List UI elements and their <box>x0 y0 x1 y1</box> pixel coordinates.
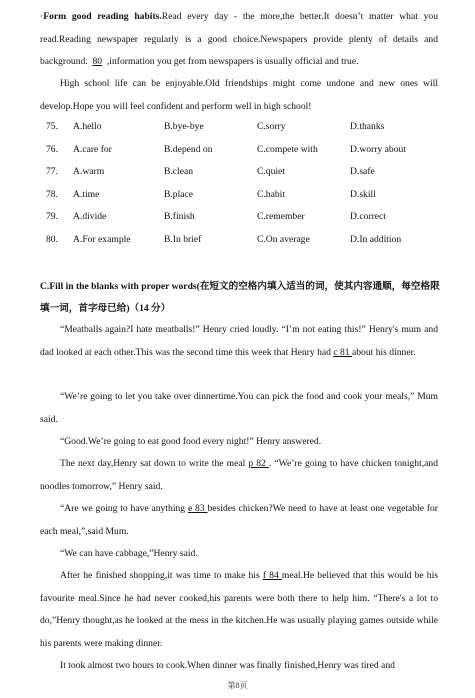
blank-83: e 83 <box>187 503 208 514</box>
blank-82: p 82 <box>248 458 269 469</box>
option-c: C.quiet <box>257 166 285 177</box>
story-paragraph-1: “Meatballs again?I hate meatballs!” Henry cried loudly. “I’m not eating this!” Henry's mum and dad looked at each other.This was the second time this week that Henry had c 81 about his dinner. <box>40 324 438 358</box>
blank-84: f 84 <box>262 570 282 581</box>
blank-80: 80 <box>92 56 103 67</box>
option-b: B.place <box>164 188 194 200</box>
text: Read every day - the more,the better.It doesn’t matter what you read.Reading newspaper regularly is a good choice.Newspapers provide plenty of details and background. <box>40 11 439 67</box>
option-d: D.correct <box>350 211 386 222</box>
option-row: 78. A.time B.place C.habit D.skill <box>40 184 440 207</box>
option-c: C.sorry <box>257 121 286 132</box>
option-d: D.thanks <box>350 121 385 132</box>
option-b: B.finish <box>164 211 195 222</box>
option-row: 79. A.divide B.finish C.remember D.correct <box>40 206 440 229</box>
option-c: C.habit <box>257 188 285 200</box>
option-row: 75. A.hello B.bye-bye C.sorry D.thanks <box>40 116 440 139</box>
text: ,information you get from newspapers is usually official and true. <box>106 56 359 67</box>
option-row: 76. A.care for B.depend on C.compete with D.worry about <box>40 139 440 162</box>
option-row: 80. A.For example B.In brief C.On average D.In addition <box>40 229 440 252</box>
page-number: 第8页 <box>227 681 248 690</box>
option-b: B.clean <box>164 166 194 177</box>
option-a: A.hello <box>73 121 102 132</box>
story-paragraph-5: “Are we going to have anything e 83 besides chicken?We need to have at least one vegetable for each meal,”,said Mum. <box>40 503 439 537</box>
option-row: 77. A.warm B.clean C.quiet D.safe <box>40 161 440 184</box>
option-c: C.compete with <box>257 143 318 155</box>
option-b: B.In brief <box>164 233 202 245</box>
option-d: D.skill <box>350 188 376 200</box>
story-paragraph-8: It took almost two hours to cook.When dinner was finally finished,Henry was tired and <box>60 660 395 671</box>
story-paragraph-4: The next day,Henry sat down to write the meal p 82 . “We’re going to have chicken tonight,and noodles tomorrow,” Henry said. <box>40 458 439 492</box>
story-paragraph-6: “We can have cabbage,”Henry said. <box>60 548 198 559</box>
option-b: B.depend on <box>164 143 213 155</box>
option-a: A.warm <box>73 166 105 177</box>
option-a: A.divide <box>73 211 107 222</box>
option-b: B.bye-bye <box>164 121 204 132</box>
option-c: C.remember <box>257 211 305 222</box>
option-d: D.In addition <box>350 233 402 245</box>
option-c: C.On average <box>257 233 310 245</box>
story-paragraph-2: “We’re going to let you take over dinnertime.You can pick the food and cook your meals,” Mum said. <box>40 391 438 425</box>
option-a: A.For example <box>73 233 131 245</box>
story-paragraph-7: After he finished shopping,it was time to make his f 84 meal.He believed that this would be his favourite meal.Since he had never cooked,his parents were both there to help him. “There's a lot to do,”Henry thought,as he looked at the mess in the kitchen.He was usually playing games outside while his parents were making dinner. <box>40 570 438 649</box>
option-d: D.safe <box>350 166 375 177</box>
blank-81: c 81 <box>333 346 352 358</box>
bold-lead: Form good reading habits. <box>43 11 162 22</box>
option-a: A.time <box>73 188 100 200</box>
passage-b-paragraph-1: ·Form good reading habits.Read every day - the more,the better.It doesn’t matter what you read.Reading newspaper regularly is a good choice.Newspapers provide plenty of details and background. 80 ,information you get from newspapers is usually official and true. <box>40 11 439 67</box>
story-paragraph-3: “Good.We’re going to eat good food every night!” Henry answered. <box>60 436 322 447</box>
options-table <box>40 116 440 251</box>
passage-b-paragraph-2: High school life can be enjoyable.Old friendships might come undone and new ones will develop.Hope you will feel confident and perform well in high school! <box>40 78 438 112</box>
option-d: D.worry about <box>350 143 406 155</box>
option-a: A.care for <box>73 143 112 155</box>
section-c-heading: C.Fill in the blanks with proper words(在短文的空格内填入适当的词，使其内容通顺，每空格限填一词，首字母已给)（14 分） <box>40 281 440 314</box>
